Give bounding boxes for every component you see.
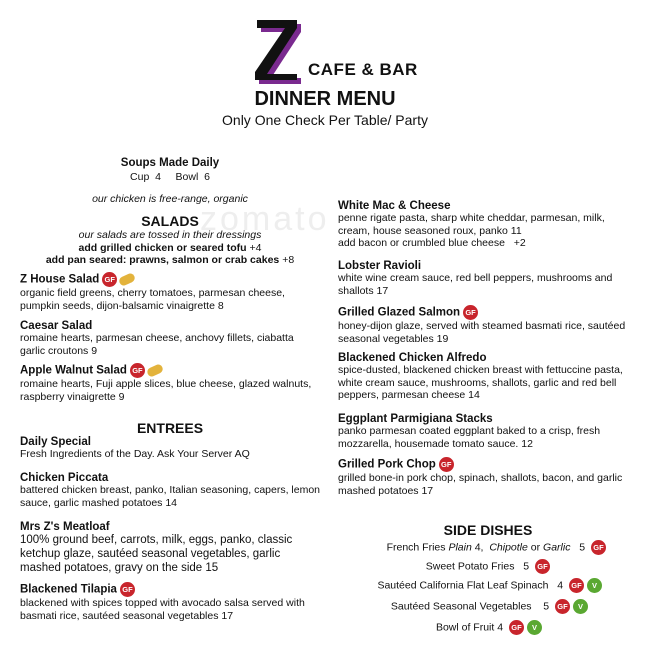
- menu-item: [20, 363, 320, 403]
- vegan-icon: V: [587, 578, 602, 593]
- item-name: Daily Special: [20, 436, 91, 448]
- menu-item: [338, 413, 638, 450]
- gluten-free-icon: GF: [102, 272, 117, 287]
- side-dish-item: Bowl of Fruit 4 GF V: [436, 620, 542, 635]
- peanut-icon: [146, 363, 164, 378]
- menu-item: [20, 472, 320, 509]
- side-dish-item: Sweet Potato Fries 5 GF: [426, 559, 550, 574]
- item-description: spice-dusted, blackened chicken breast with fettuccine pasta, white cream sauce, mushrooms, shallots, garlic and red bell peppers, parmesan cheese 14: [338, 364, 623, 402]
- item-name: Caesar Salad: [20, 320, 93, 332]
- menu-subtitle: Only One Check Per Table/ Party: [222, 112, 428, 128]
- salads-title: SALADS: [141, 213, 199, 229]
- gluten-free-icon: GF: [120, 582, 135, 597]
- item-name: Blackened Chicken Alfredo: [338, 352, 487, 364]
- gluten-free-icon: GF: [463, 305, 478, 320]
- menu-item: [338, 305, 638, 345]
- side-dishes-title: SIDE DISHES: [443, 522, 533, 538]
- item-addon: add bacon or crumbled blue cheese +2: [338, 237, 526, 250]
- side-dish-item: Sautéed Seasonal Vegetables 5 GF V: [391, 599, 588, 614]
- item-description: honey-dijon glaze, served with steamed basmati rice, sautéed seasonal vegetables 19: [338, 320, 626, 345]
- peanut-icon: [118, 272, 136, 287]
- menu-item: [20, 521, 320, 575]
- gluten-free-icon: GF: [130, 363, 145, 378]
- item-name: Lobster Ravioli: [338, 260, 422, 272]
- addon-2-price: +8: [282, 254, 295, 267]
- entrees-title: ENTREES: [136, 420, 204, 436]
- item-description: Fresh Ingredients of the Day. Ask Your Server AQ: [20, 448, 250, 460]
- item-description: organic field greens, cherry tomatoes, parmesan cheese, pumpkin seeds, dijon-balsamic vinaigrette 8: [20, 287, 285, 312]
- salads-addon-2: [20, 254, 320, 267]
- item-description: romaine hearts, Fuji apple slices, blue cheese, glazed walnuts, raspberry vinaigrette 9: [20, 378, 312, 403]
- vegan-icon: V: [527, 620, 542, 635]
- gluten-free-icon: GF: [591, 540, 606, 555]
- menu-item: [338, 200, 638, 250]
- salads-header: [20, 213, 320, 267]
- z-logo-mark: [255, 20, 301, 84]
- soups-title: Soups Made Daily: [120, 157, 220, 169]
- item-description: grilled bone-in pork chop, spinach, shallots, bacon, and garlic mashed potatoes 17: [338, 472, 623, 497]
- salads-note: our salads are tossed in their dressings: [78, 229, 262, 241]
- item-description: battered chicken breast, panko, Italian seasoning, capers, lemon sauce, garlic mashed potatoes 14: [20, 484, 321, 509]
- menu-item: [338, 260, 638, 297]
- menu-item: [338, 352, 638, 402]
- menu-item: [20, 272, 320, 312]
- side-dish-item: Sautéed California Flat Leaf Spinach 4 GF V: [377, 578, 602, 593]
- item-name: Apple Walnut Salad GF: [20, 363, 320, 378]
- brand-name: CAFE & BAR: [308, 60, 418, 79]
- item-name: Z House Salad GF: [20, 272, 320, 287]
- addon-2-label: add pan seared: prawns, salmon or crab cakes: [45, 254, 280, 267]
- gluten-free-icon: GF: [509, 620, 524, 635]
- item-name: Mrs Z's Meatloaf: [20, 521, 110, 533]
- item-description: panko parmesan coated eggplant baked to a crisp, fresh mozzarella, housemade tomato sauce. 12: [338, 425, 601, 450]
- item-name: Grilled Pork Chop GF: [338, 457, 638, 472]
- menu-title: DINNER MENU: [254, 88, 396, 110]
- soups-section: [20, 157, 320, 205]
- z-logo: [255, 20, 303, 84]
- item-name: Eggplant Parmigiana Stacks: [338, 413, 493, 425]
- gluten-free-icon: GF: [439, 457, 454, 472]
- gluten-free-icon: GF: [569, 578, 584, 593]
- side-dish-french-fries: French Fries Plain 4, Chipotle or Garlic 5 GF: [387, 540, 606, 555]
- gluten-free-icon: GF: [555, 599, 570, 614]
- salads-addon-1: [20, 242, 320, 255]
- item-name: Grilled Glazed Salmon GF: [338, 305, 638, 320]
- menu-item: [20, 320, 320, 357]
- addon-1-price: +4: [249, 241, 262, 254]
- item-description: penne rigate pasta, sharp white cheddar, parmesan, milk, cream, house seasoned roux, panko 11: [338, 212, 605, 237]
- item-name: White Mac & Cheese: [338, 200, 451, 212]
- item-name: Blackened Tilapia GF: [20, 582, 320, 597]
- soups-prices: Cup 4 Bowl 6: [130, 171, 210, 183]
- menu-item: [20, 436, 320, 461]
- item-description: 100% ground beef, carrots, milk, eggs, panko, classic ketchup glaze, sautéed seasonal vegetables, garlic mashed potatoes, gravy on the side 15: [20, 534, 293, 574]
- addon-1-label: add grilled chicken or seared tofu: [78, 241, 247, 254]
- item-description: blackened with spices topped with avocado salsa served with basmati rice, sautéed seasonal vegetables 17: [20, 597, 305, 622]
- gluten-free-icon: GF: [535, 559, 550, 574]
- vegan-icon: V: [573, 599, 588, 614]
- menu-item: [338, 457, 638, 497]
- menu-item: [20, 582, 320, 622]
- item-name: Chicken Piccata: [20, 472, 109, 484]
- item-description: romaine hearts, parmesan cheese, anchovy fillets, ciabatta garlic croutons 9: [20, 332, 294, 357]
- soups-note: our chicken is free-range, organic: [92, 192, 248, 205]
- watermark: zomato: [200, 200, 330, 238]
- item-description: white wine cream sauce, red bell peppers, mushrooms and shallots 17: [338, 272, 613, 297]
